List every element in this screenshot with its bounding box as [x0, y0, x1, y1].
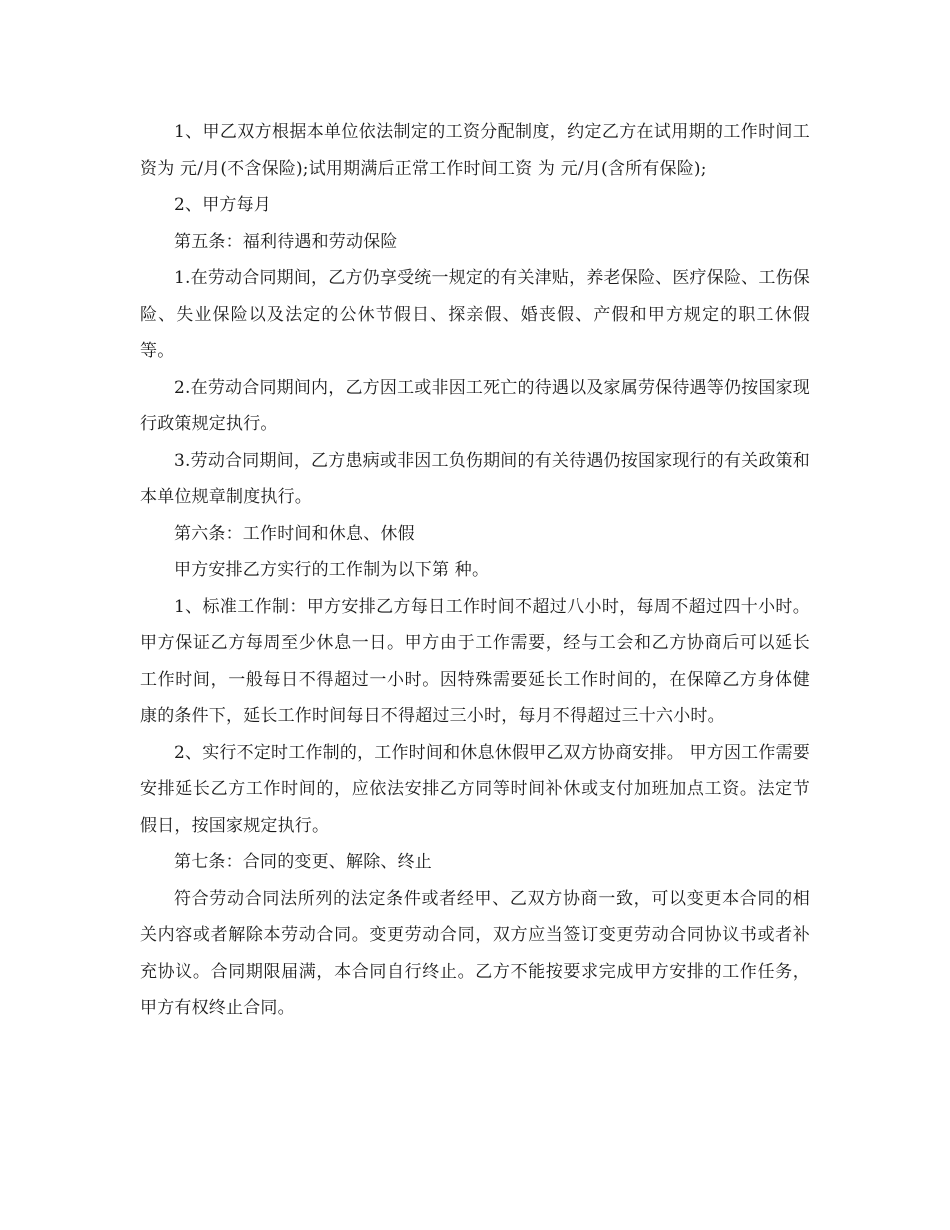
document-body: [140, 114, 810, 1027]
paragraph-monthly-payment: 2、甲方每月: [174, 195, 272, 215]
paragraph-work-system: 甲方安排乙方实行的工作制为以下第 种。: [174, 560, 490, 580]
paragraph-benefits-2: 2.在劳动合同期间内，乙方因工或非因工死亡的待遇以及家属劳保待遇等仍按国家现行政策规定执行。: [140, 377, 810, 434]
paragraph-flexible-hours: 2、实行不定时工作制的，工作时间和休息休假甲乙双方协商安排。 甲方因工作需要安排延长乙方工作时间的，应依法安排乙方同等时间补休或支付加班加点工资。法定节假日，按国家规定执行。: [140, 742, 810, 836]
heading-article-6: 第六条：工作时间和休息、休假: [174, 523, 415, 544]
heading-article-7: 第七条：合同的变更、解除、终止: [174, 852, 432, 872]
heading-article-5: 第五条：福利待遇和劳动保险: [174, 231, 398, 252]
paragraph-benefits-1: 1.在劳动合同期间，乙方仍享受统一规定的有关津贴，养老保险、医疗保险、工伤保险、失业保险以及法定的公休节假日、探亲假、婚丧假、产假和甲方规定的职工休假等。: [140, 268, 810, 361]
paragraph-salary-clause: 1、甲乙双方根据本单位依法制定的工资分配制度，约定乙方在试用期的工作时间工资为 元/月(不含保险);试用期满后正常工作时间工资 为 元/月(含所有保险);: [140, 122, 810, 179]
paragraph-standard-hours: 1、标准工作制：甲方安排乙方每日工作时间不超过八小时，每周不超过四十小时。甲方保证乙方每周至少休息一日。甲方由于工作需要，经与工会和乙方协商后可以延长工作时间，一般每日不得超过一小时。因特殊需要延长工作时间的，在保障乙方身体健康的条件下，延长工作时间每日不得超过三小时，每月不得超过三十六小时。: [140, 596, 810, 726]
paragraph-contract-changes: 符合劳动合同法所列的法定条件或者经甲、乙双方协商一致，可以变更本合同的相关内容或者解除本劳动合同。变更劳动合同，双方应当签订变更劳动合同协议书或者补充协议。合同期限届满，本合同自行终止。乙方不能按要求完成甲方安排的工作任务，甲方有权终止合同。: [140, 888, 810, 1018]
paragraph-benefits-3: 3.劳动合同期间，乙方患病或非因工负伤期间的有关待遇仍按国家现行的有关政策和本单位规章制度执行。: [140, 450, 810, 507]
